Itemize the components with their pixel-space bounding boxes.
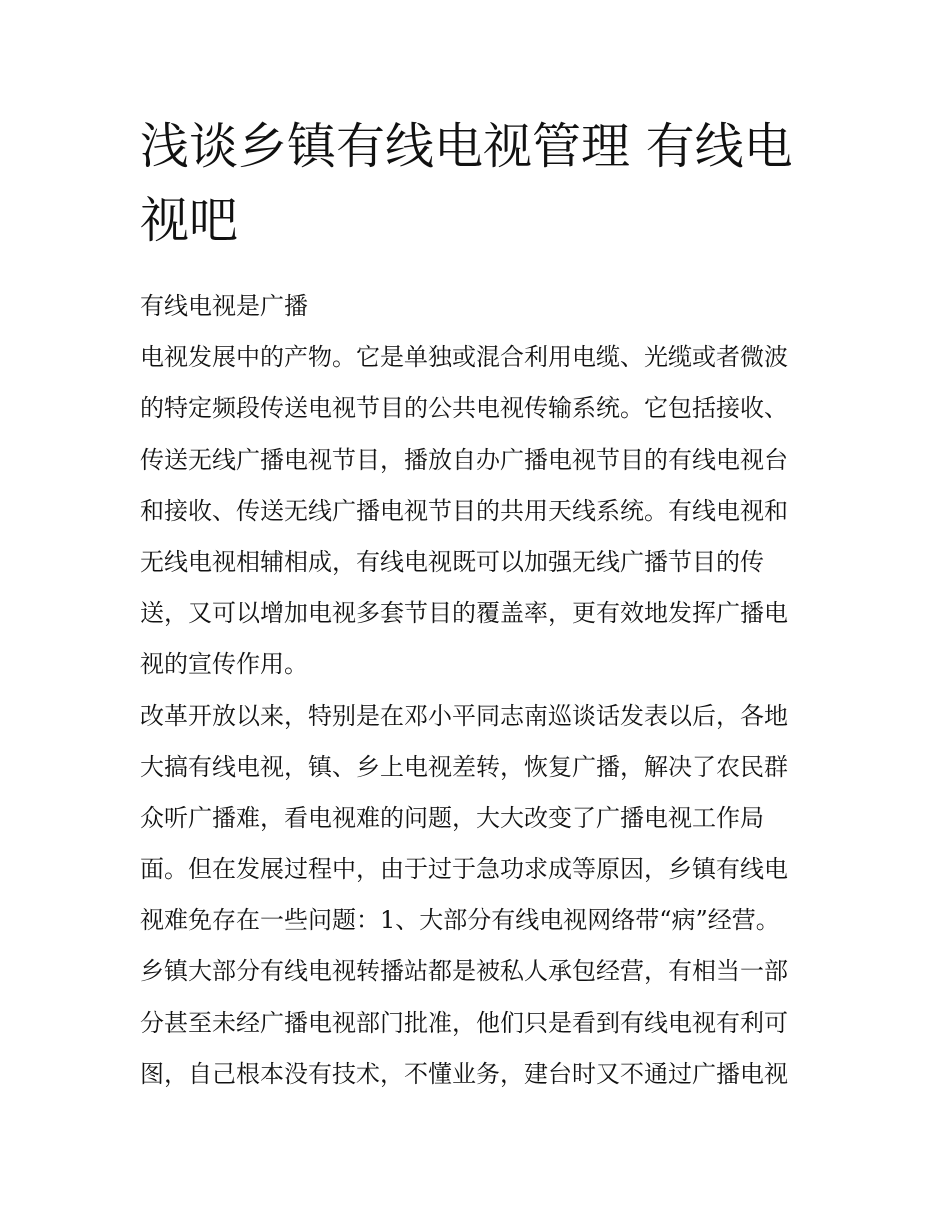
- body-line: 视的宣传作用。: [140, 650, 308, 679]
- body-line: 无线电视相辅相成，有线电视既可以加强无线广播节目的传: [140, 547, 764, 576]
- body-line: 图，自己根本没有技术，不懂业务，建台时又不通过广播电视: [140, 1059, 788, 1088]
- body-line: 改革开放以来，特别是在邓小平同志南巡谈话发表以后，各地: [140, 701, 788, 730]
- body-line: 送，又可以增加电视多套节目的覆盖率，更有效地发挥广播电: [140, 599, 788, 628]
- body-line: 的特定频段传送电视节目的公共电视传输系统。它包括接收、: [140, 394, 788, 423]
- body-line: 传送无线广播电视节目，播放自办广播电视节目的有线电视台: [140, 445, 788, 474]
- body-line: 众听广播难，看电视难的问题，大大改变了广播电视工作局: [140, 803, 764, 832]
- body-line: 有线电视是广播: [140, 292, 308, 320]
- title-line: 视吧: [140, 192, 239, 249]
- body-line: 分甚至未经广播电视部门批准，他们只是看到有线电视有利可: [140, 1008, 788, 1037]
- body-line: 和接收、传送无线广播电视节目的共用天线系统。有线电视和: [140, 496, 788, 525]
- title-line: 浅谈乡镇有线电视管理 有线电: [140, 118, 793, 175]
- body-line: 电视发展中的产物。它是单独或混合利用电缆、光缆或者微波: [140, 343, 788, 372]
- body-line: 大搞有线电视，镇、乡上电视差转，恢复广播，解决了农民群: [140, 752, 788, 781]
- body-line: 视难免存在一些问题：1、大部分有线电视网络带“病”经营。: [140, 906, 780, 935]
- body-line: 面。但在发展过程中，由于过于急功求成等原因，乡镇有线电: [140, 855, 788, 884]
- document-body: [140, 281, 820, 1100]
- document-title: [140, 110, 820, 258]
- body-line: 乡镇大部分有线电视转播站都是被私人承包经营，有相当一部: [140, 957, 788, 986]
